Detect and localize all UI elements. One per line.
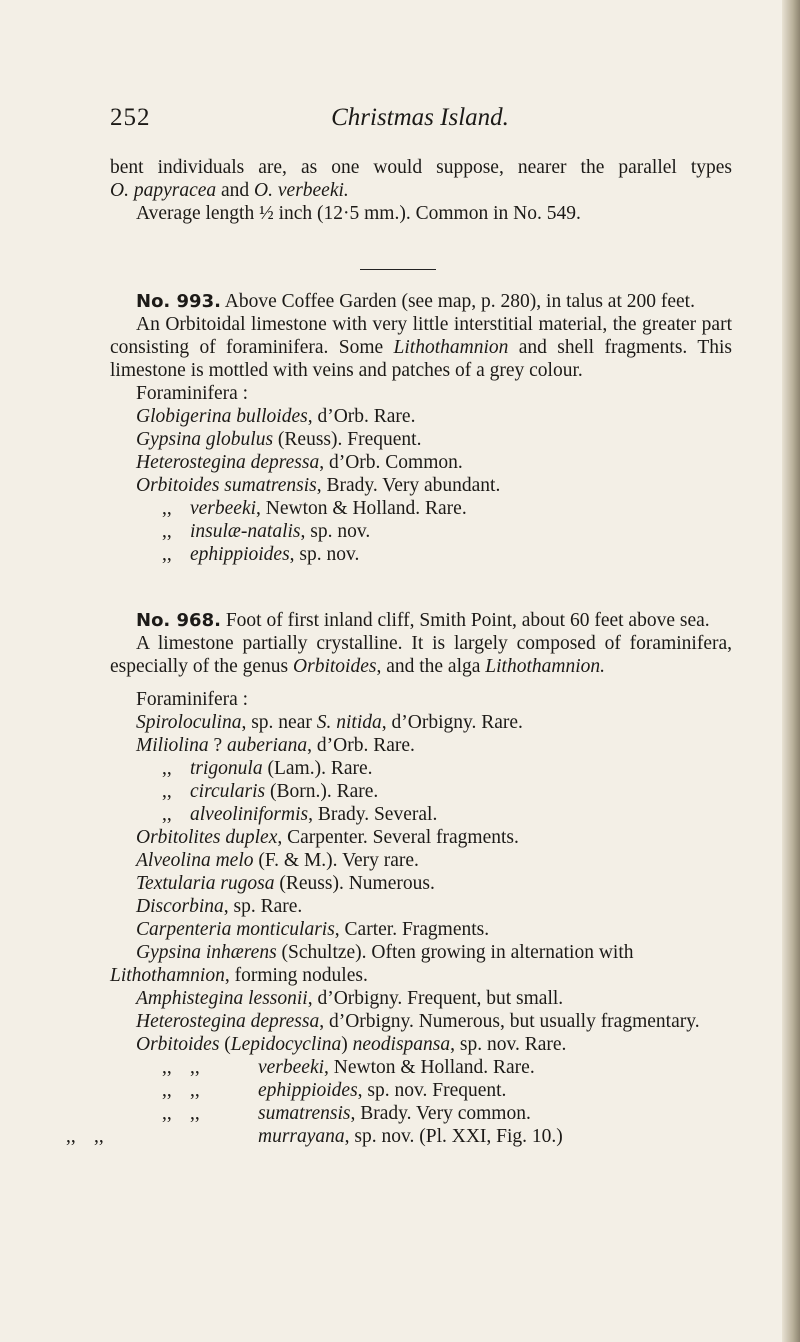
list-item: ,, ,, ephippioides, sp. nov. Frequent. [162,1080,507,1101]
intro-line-3: Average length ½ inch (12·5 mm.). Common in No. 549. [136,203,581,224]
ditto-list [110,757,732,826]
species-list [110,711,732,757]
list-item: ,, trigonula (Lam.). Rare. [162,758,373,779]
section-968-location: No. 968. Foot of first inland cliff, Smith Point, about 60 feet above sea. [136,610,710,631]
list-item: ,, ephippioides, sp. nov. [162,544,360,565]
section-968 [66,609,732,1148]
ditto-list [66,1056,732,1148]
list-item: Miliolina ? auberiana, d’Orb. Rare. [136,735,415,756]
list-item: Discorbina, sp. Rare. [136,896,303,917]
species-list [110,826,732,941]
list-item: Heterostegina depressa, d’Orb. Common. [136,452,463,473]
section-divider [360,269,436,270]
specimen-number: No. 968. [136,610,221,631]
section-993 [110,290,732,566]
list-item: ,, circularis (Born.). Rare. [162,781,379,802]
page-number: 252 [110,104,151,131]
species-list [110,987,732,1010]
list-item: Gypsina inhærens (Schultze). Often growing in alternation with [136,942,634,963]
list-item: Orbitoides sumatrensis, Brady. Very abundant. [136,475,501,496]
list-item: Amphistegina lessonii, d’Orbigny. Frequent, but small. [136,988,564,1009]
list-item: Gypsina globulus (Reuss). Frequent. [136,429,422,450]
foraminifera-heading: Foraminifera : [136,383,249,404]
ditto-list [110,497,732,566]
list-item-continuation: Lithothamnion, forming nodules. [110,965,368,986]
list-item: ,, ,, murrayana, sp. nov. (Pl. XXI, Fig. 10.) [66,1126,563,1147]
list-item: Alveolina melo (F. & M.). Very rare. [136,850,419,871]
species-name: O. papyracea [110,180,217,201]
list-item: ,, ,, sumatrensis, Brady. Very common. [162,1103,531,1124]
section-993-location: No. 993. Above Coffee Garden (see map, p. 280), in talus at 200 feet. [136,291,695,312]
species-list [110,1033,732,1056]
intro-paragraph [110,156,732,225]
intro-line-1: bent individuals are, as one would suppose, nearer the parallel types [110,157,732,178]
list-item: Orbitolites duplex, Carpenter. Several fragments. [136,827,519,848]
section-968-description: A limestone partially crystalline. It is largely composed of foraminifera, especially of the genus Orbitoides, and the alga Lithothamnion. [110,633,732,677]
species-name: O. verbeeki. [254,180,349,201]
list-item: ,, insulæ-natalis, sp. nov. [162,521,371,542]
list-item: ,, ,, verbeeki, Newton & Holland. Rare. [162,1057,535,1078]
section-993-description: An Orbitoidal limestone with very little interstitial material, the greater part consisting of foraminifera. Some Lithothamnion and shell fragments. This limestone is mottled with veins and patches of a grey colour. [110,314,732,381]
list-item: ,, verbeeki, Newton & Holland. Rare. [162,498,467,519]
page-edge-shadow [782,0,800,1342]
specimen-number: No. 993. [136,291,221,312]
list-item: Spiroloculina, sp. near S. nitida, d’Orbigny. Rare. [136,712,523,733]
page-header [110,104,730,134]
list-item: Textularia rugosa (Reuss). Numerous. [136,873,435,894]
running-title: Christmas Island. [331,104,509,131]
intro-line-2: O. papyracea and O. verbeeki. [110,180,349,201]
list-item: ,, alveoliniformis, Brady. Several. [162,804,438,825]
list-item: Carpenteria monticularis, Carter. Fragments. [136,919,490,940]
species-list [110,405,732,497]
list-item: Globigerina bulloides, d’Orb. Rare. [136,406,416,427]
list-item: Orbitoides (Lepidocyclina) neodispansa, sp. nov. Rare. [136,1034,567,1055]
list-item: Heterostegina depressa, d’Orbigny. Numerous, but usually fragmentary. [136,1011,700,1032]
foraminifera-heading: Foraminifera : [136,689,249,710]
